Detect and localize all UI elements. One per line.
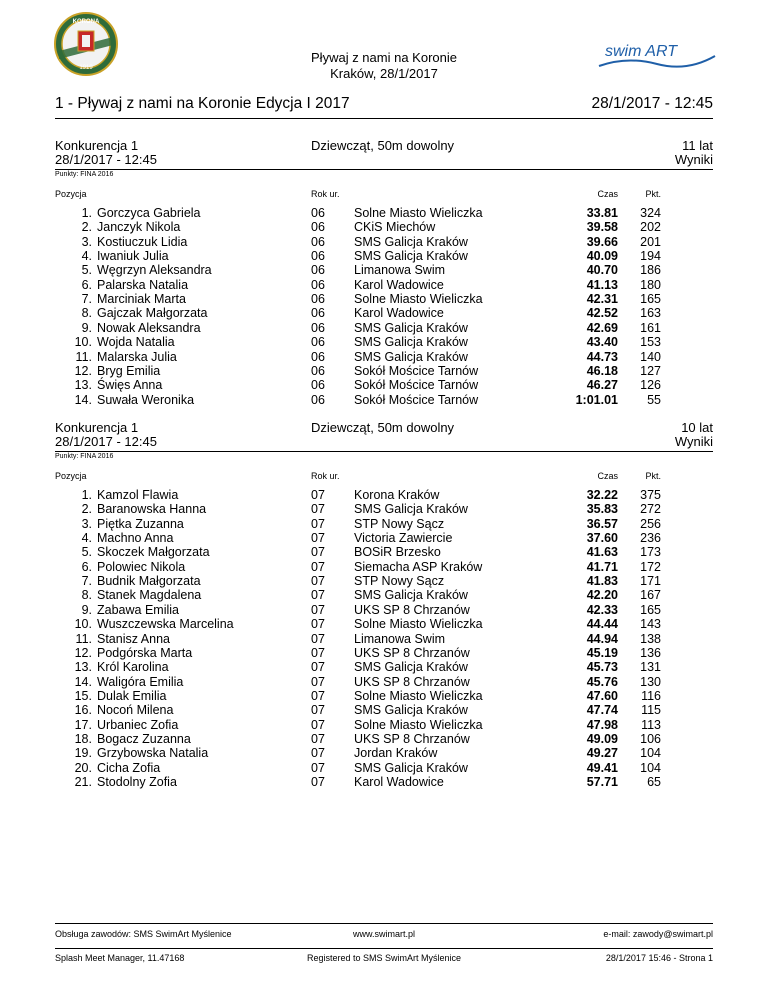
result-position: 3. (81, 234, 92, 249)
divider (55, 169, 713, 170)
table-row (0, 646, 768, 660)
result-time: 35.83 (586, 502, 618, 517)
result-points: 163 (640, 306, 661, 321)
club-name: STP Nowy Sącz (354, 516, 445, 531)
result-points: 127 (640, 363, 661, 378)
event-datetime: 28/1/2017 - 12:45 (55, 152, 157, 167)
footer-operator: Obsługa zawodów: SMS SwimArt Myślenice (55, 929, 232, 939)
result-points: 106 (640, 731, 661, 746)
result-position: 4. (81, 249, 92, 264)
birth-year: 06 (311, 378, 325, 393)
event-results-label: Wyniki (674, 152, 713, 167)
birth-year: 06 (311, 220, 325, 235)
swimmer-name: Wuszczewska Marcelina (97, 617, 234, 632)
swimmer-name: Cicha Zofia (97, 760, 161, 775)
birth-year: 07 (311, 703, 325, 718)
result-position: 14. (74, 392, 92, 407)
club-name: SMS Galicja Kraków (354, 660, 468, 675)
result-points: 153 (640, 335, 661, 350)
table-row (0, 292, 768, 306)
swimmer-name: Palarska Natalia (97, 277, 189, 292)
swimmer-name: Węgrzyn Aleksandra (97, 263, 212, 278)
birth-year: 06 (311, 206, 325, 220)
swimmer-name: Stanisz Anna (97, 631, 170, 646)
swimmer-name: Gajczak Małgorzata (97, 306, 208, 321)
swimmer-name: Kamzol Flawia (97, 488, 179, 502)
birth-year: 06 (311, 292, 325, 307)
club-name: BOSiR Brzesko (354, 545, 441, 560)
result-points: 104 (640, 760, 661, 775)
col-header-time: Czas (597, 471, 618, 481)
points-note: Punkty: FINA 2016 (55, 171, 114, 178)
table-row (0, 775, 768, 789)
swimmer-name: Bogacz Zuzanna (97, 731, 191, 746)
birth-year: 07 (311, 760, 325, 775)
result-position: 19. (74, 746, 92, 761)
result-points: 236 (640, 531, 661, 546)
result-time: 46.18 (586, 363, 618, 378)
result-time: 42.52 (586, 306, 618, 321)
footer-website[interactable]: www.swimart.pl (352, 929, 415, 939)
birth-year: 07 (311, 574, 325, 589)
event-name: Dziewcząt, 50m dowolny (311, 138, 455, 153)
birth-year: 07 (311, 559, 325, 574)
table-row (0, 574, 768, 588)
result-position: 5. (81, 263, 92, 278)
result-time: 42.33 (586, 602, 618, 617)
club-name: Karol Wadowice (354, 306, 444, 321)
birth-year: 07 (311, 731, 325, 746)
event-name: Dziewcząt, 50m dowolny (311, 420, 455, 435)
result-points: 113 (641, 717, 661, 732)
result-time: 44.73 (586, 349, 618, 364)
result-position: 4. (81, 531, 92, 546)
club-name: Sokół Mościce Tarnów (354, 378, 479, 393)
result-time: 41.63 (586, 545, 618, 560)
result-time: 44.44 (586, 617, 618, 632)
result-time: 47.98 (586, 717, 618, 732)
result-points: 131 (640, 660, 661, 675)
club-name: Korona Kraków (354, 488, 440, 502)
footer-software: Splash Meet Manager, 11.47168 (55, 953, 185, 963)
result-points: 194 (640, 249, 661, 264)
result-points: 167 (640, 588, 661, 603)
swimmer-name: Baranowska Hanna (97, 502, 207, 517)
club-name: SMS Galicja Kraków (354, 320, 468, 335)
club-name: Limanowa Swim (354, 263, 446, 278)
result-time: 45.73 (586, 660, 618, 675)
table-row (0, 263, 768, 277)
club-name: UKS SP 8 Chrzanów (354, 602, 470, 617)
table-row (0, 278, 768, 292)
svg-text:swim ART: swim ART (605, 43, 677, 60)
result-points: 173 (640, 545, 661, 560)
result-points: 180 (640, 277, 661, 292)
table-row (0, 378, 768, 392)
club-name: Limanowa Swim (354, 631, 446, 646)
result-position: 2. (81, 220, 92, 235)
footer-registered: Registered to SMS SwimArt Myślenice (306, 953, 462, 963)
table-row (0, 718, 768, 732)
birth-year: 06 (311, 306, 325, 321)
birth-year: 07 (311, 516, 325, 531)
swimmer-name: Piętka Zuzanna (97, 516, 184, 531)
club-name: Victoria Zawiercie (354, 531, 453, 546)
result-points: 126 (640, 378, 661, 393)
result-time: 33.81 (586, 206, 618, 220)
birth-year: 07 (311, 531, 325, 546)
svg-text:1919: 1919 (79, 65, 93, 71)
birth-year: 07 (311, 488, 325, 502)
table-row (0, 206, 768, 220)
col-header-yob: Rok ur. (311, 471, 340, 481)
col-header-pos: Pozycja (55, 189, 87, 199)
table-row (0, 560, 768, 574)
result-time: 40.70 (586, 263, 618, 278)
birth-year: 07 (311, 588, 325, 603)
birth-year: 07 (311, 502, 325, 517)
table-row (0, 517, 768, 531)
club-name: SMS Galicja Kraków (354, 349, 468, 364)
result-position: 9. (81, 602, 92, 617)
birth-year: 07 (311, 545, 325, 560)
event-label: Konkurencja 1 (55, 420, 139, 435)
result-position: 10. (74, 617, 92, 632)
footer-page-info: 28/1/2017 15:46 - Strona 1 (605, 953, 713, 963)
club-name: STP Nowy Sącz (354, 574, 445, 589)
result-points: 324 (640, 206, 661, 220)
club-name: SMS Galicja Kraków (354, 335, 468, 350)
result-position: 10. (74, 335, 92, 350)
result-time: 42.31 (586, 292, 618, 307)
result-points: 136 (640, 645, 661, 660)
table-row (0, 603, 768, 617)
result-position: 15. (74, 688, 92, 703)
table-row (0, 617, 768, 631)
col-header-pts: Pkt. (645, 189, 661, 199)
result-position: 1. (81, 488, 92, 502)
club-name: Karol Wadowice (354, 775, 444, 789)
table-row (0, 545, 768, 559)
result-points: 161 (640, 320, 661, 335)
swimmer-name: Kostiuczuk Lidia (97, 234, 188, 249)
result-points: 138 (640, 631, 661, 646)
club-name: UKS SP 8 Chrzanów (354, 731, 470, 746)
result-points: 165 (640, 602, 661, 617)
birth-year: 06 (311, 263, 325, 278)
result-points: 55 (647, 392, 661, 407)
swimmer-name: Machno Anna (97, 531, 174, 546)
swimmer-name: Polowiec Nikola (97, 559, 186, 574)
birth-year: 06 (311, 234, 325, 249)
result-position: 11. (75, 349, 92, 364)
result-position: 6. (81, 277, 92, 292)
club-name: UKS SP 8 Chrzanów (354, 674, 470, 689)
birth-year: 07 (311, 674, 325, 689)
club-name: CKiS Miechów (354, 220, 436, 235)
result-time: 45.76 (586, 674, 618, 689)
swimmer-name: Nocoń Milena (97, 703, 174, 718)
result-time: 49.41 (586, 760, 618, 775)
result-time: 45.19 (586, 645, 618, 660)
result-points: 375 (640, 488, 661, 502)
birth-year: 07 (311, 775, 325, 789)
result-position: 17. (74, 717, 92, 732)
result-position: 6. (81, 559, 92, 574)
result-time: 40.09 (586, 249, 618, 264)
swimmer-name: Gorczyca Gabriela (97, 206, 201, 220)
event-label: Konkurencja 1 (55, 138, 139, 153)
club-name: Sokół Mościce Tarnów (354, 392, 479, 407)
birth-year: 07 (311, 631, 325, 646)
points-note: Punkty: FINA 2016 (55, 453, 114, 460)
col-header-time: Czas (597, 189, 618, 199)
result-time: 57.71 (586, 775, 618, 789)
result-time: 42.20 (586, 588, 618, 603)
table-row (0, 235, 768, 249)
swimmer-name: Marciniak Marta (97, 292, 186, 307)
swimmer-name: Wojda Natalia (97, 335, 175, 350)
col-header-pts: Pkt. (645, 471, 661, 481)
result-time: 44.94 (586, 631, 618, 646)
result-time: 41.83 (586, 574, 618, 589)
swimmer-name: Bryg Emilia (97, 363, 161, 378)
result-time: 39.66 (586, 234, 618, 249)
result-time: 46.27 (586, 378, 618, 393)
birth-year: 07 (311, 660, 325, 675)
table-row (0, 364, 768, 378)
birth-year: 06 (311, 392, 325, 407)
divider (55, 451, 713, 452)
result-points: 256 (640, 516, 661, 531)
birth-year: 06 (311, 349, 325, 364)
result-time: 43.40 (586, 335, 618, 350)
table-row (0, 746, 768, 760)
swimmer-name: Zabawa Emilia (97, 602, 179, 617)
table-row (0, 488, 768, 502)
divider (55, 118, 713, 119)
result-position: 20. (74, 760, 92, 775)
club-name: SMS Galicja Kraków (354, 249, 468, 264)
result-position: 8. (81, 588, 92, 603)
divider (55, 923, 713, 924)
birth-year: 07 (311, 717, 325, 732)
table-row (0, 703, 768, 717)
event-age: 10 lat (681, 420, 713, 435)
swimmer-name: Stodolny Zofia (97, 775, 177, 789)
result-points: 171 (640, 574, 661, 589)
club-name: Solne Miasto Wieliczka (354, 717, 483, 732)
table-row (0, 761, 768, 775)
birth-year: 07 (311, 688, 325, 703)
table-row (0, 350, 768, 364)
col-header-yob: Rok ur. (311, 189, 340, 199)
table-row (0, 675, 768, 689)
result-time: 49.09 (586, 731, 618, 746)
result-points: 104 (640, 746, 661, 761)
result-position: 8. (81, 306, 92, 321)
club-name: SMS Galicja Kraków (354, 502, 468, 517)
swimmer-name: Grzybowska Natalia (97, 746, 209, 761)
club-name: Jordan Kraków (354, 746, 438, 761)
result-position: 7. (81, 292, 92, 307)
birth-year: 07 (311, 746, 325, 761)
result-time: 37.60 (586, 531, 618, 546)
col-header-pos: Pozycja (55, 471, 87, 481)
table-row (0, 660, 768, 674)
result-time: 49.27 (586, 746, 618, 761)
birth-year: 06 (311, 277, 325, 292)
table-row (0, 306, 768, 320)
table-row (0, 732, 768, 746)
result-position: 5. (81, 545, 92, 560)
result-time: 32.22 (586, 488, 618, 502)
club-name: Siemacha ASP Kraków (354, 559, 483, 574)
swimmer-name: Malarska Julia (97, 349, 177, 364)
event-age: 11 lat (682, 138, 713, 153)
club-name: SMS Galicja Kraków (354, 588, 468, 603)
swimmer-name: Król Karolina (97, 660, 169, 675)
birth-year: 07 (311, 645, 325, 660)
swimmer-name: Stanek Magdalena (97, 588, 202, 603)
result-points: 115 (641, 703, 661, 718)
result-position: 11. (75, 631, 92, 646)
birth-year: 06 (311, 335, 325, 350)
result-position: 12. (74, 363, 92, 378)
swimmer-name: Podgórska Marta (97, 645, 193, 660)
swimmer-name: Święs Anna (97, 378, 163, 393)
table-row (0, 249, 768, 263)
result-points: 116 (641, 688, 661, 703)
result-points: 202 (640, 220, 661, 235)
result-position: 21. (74, 775, 92, 789)
swimmer-name: Waligóra Emilia (97, 674, 184, 689)
result-time: 47.74 (586, 703, 618, 718)
result-time: 39.58 (586, 220, 618, 235)
event-results-label: Wyniki (674, 434, 713, 449)
page-subtitle: Kraków, 28/1/2017 (330, 66, 438, 81)
swimmer-name: Suwała Weronika (97, 392, 195, 407)
birth-year: 06 (311, 320, 325, 335)
swimmer-name: Janczyk Nikola (97, 220, 181, 235)
result-position: 16. (74, 703, 92, 718)
page-title: Pływaj z nami na Koronie (311, 50, 457, 65)
result-points: 201 (640, 234, 661, 249)
swimmer-name: Budnik Małgorzata (97, 574, 201, 589)
swimmer-name: Urbaniec Zofia (97, 717, 179, 732)
result-points: 130 (640, 674, 661, 689)
club-name: Solne Miasto Wieliczka (354, 617, 483, 632)
club-name: Sokół Mościce Tarnów (354, 363, 479, 378)
swimmer-name: Dulak Emilia (97, 688, 167, 703)
table-row (0, 531, 768, 545)
table-row (0, 220, 768, 234)
result-position: 7. (81, 574, 92, 589)
svg-text:KORONA: KORONA (72, 19, 100, 25)
footer-email[interactable]: e-mail: zawody@swimart.pl (603, 929, 713, 939)
result-points: 65 (647, 775, 661, 789)
result-position: 2. (81, 502, 92, 517)
result-points: 143 (640, 617, 661, 632)
result-position: 13. (74, 660, 92, 675)
table-row (0, 502, 768, 516)
result-time: 1:01.01 (575, 392, 618, 407)
table-row (0, 335, 768, 349)
result-time: 42.69 (586, 320, 618, 335)
meet-title: 1 - Pływaj z nami na Koronie Edycja I 2017 (55, 95, 350, 112)
result-position: 13. (74, 378, 92, 393)
swimmer-name: Skoczek Małgorzata (97, 545, 210, 560)
table-row (0, 689, 768, 703)
club-name: Solne Miasto Wieliczka (354, 688, 483, 703)
result-position: 14. (74, 674, 92, 689)
club-name: SMS Galicja Kraków (354, 760, 468, 775)
club-name: SMS Galicja Kraków (354, 234, 468, 249)
club-name: Karol Wadowice (354, 277, 444, 292)
result-points: 172 (640, 559, 661, 574)
result-position: 9. (81, 320, 92, 335)
result-position: 12. (74, 645, 92, 660)
table-row (0, 321, 768, 335)
table-row (0, 632, 768, 646)
table-row (0, 393, 768, 407)
result-points: 165 (640, 292, 661, 307)
club-name: Solne Miasto Wieliczka (354, 206, 483, 220)
club-name: SMS Galicja Kraków (354, 703, 468, 718)
result-time: 41.13 (586, 277, 618, 292)
club-name: UKS SP 8 Chrzanów (354, 645, 470, 660)
result-position: 1. (81, 206, 92, 220)
event-datetime: 28/1/2017 - 12:45 (55, 434, 157, 449)
result-position: 3. (81, 516, 92, 531)
result-points: 186 (640, 263, 661, 278)
swimmer-name: Nowak Aleksandra (97, 320, 201, 335)
result-time: 41.71 (586, 559, 618, 574)
birth-year: 06 (311, 249, 325, 264)
birth-year: 07 (311, 617, 325, 632)
swimmer-name: Iwaniuk Julia (97, 249, 169, 264)
meet-datetime: 28/1/2017 - 12:45 (591, 95, 713, 112)
divider (55, 948, 713, 949)
birth-year: 07 (311, 602, 325, 617)
result-position: 18. (74, 731, 92, 746)
result-time: 47.60 (586, 688, 618, 703)
table-row (0, 588, 768, 602)
result-points: 140 (640, 349, 661, 364)
club-name: Solne Miasto Wieliczka (354, 292, 483, 307)
result-points: 272 (640, 502, 661, 517)
result-time: 36.57 (586, 516, 618, 531)
birth-year: 06 (311, 363, 325, 378)
